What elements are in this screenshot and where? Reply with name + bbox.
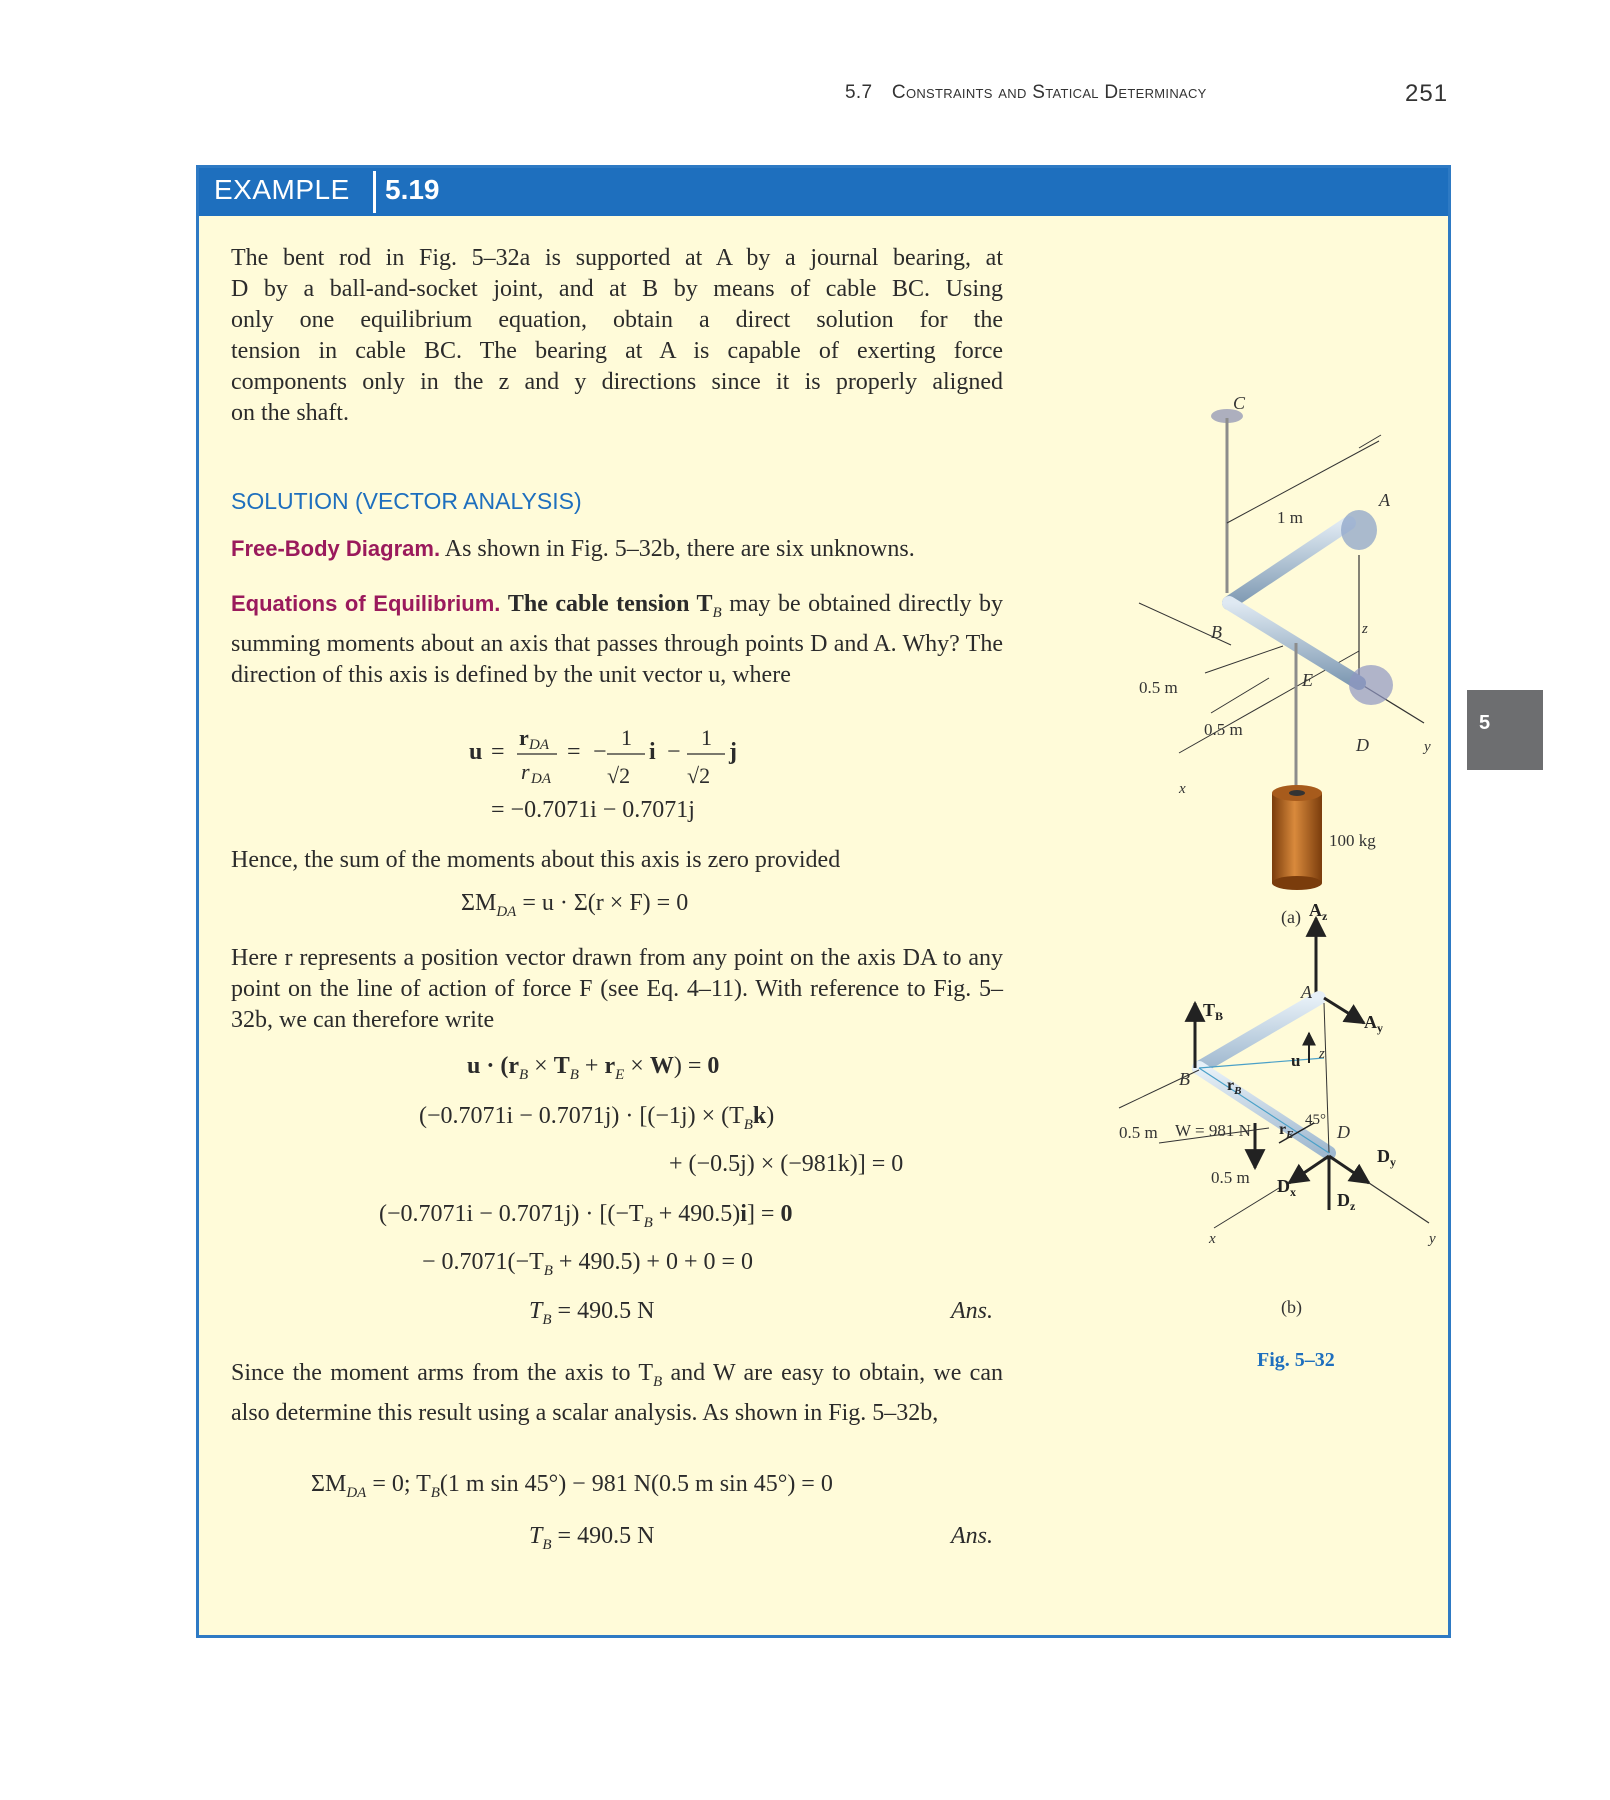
label-d: D: [1337, 1122, 1350, 1142]
fbd-text: As shown in Fig. 5–32b, there are six unknowns.: [444, 536, 915, 562]
result-1-t: T: [529, 1298, 543, 1324]
unit-vector-result: = −0.7071i − 0.7071j: [491, 797, 695, 823]
fbd-heading: Free-Body Diagram.: [231, 536, 441, 561]
svg-text:r: r: [521, 759, 530, 784]
label-half-m-2: 0.5 m: [1204, 720, 1243, 739]
scalar-paragraph: Since the moment arms from the axis to $T_B$ and W are easy to obtain, we can also determine this result using a scalar analysis. As shown in Fig. 5–32b,: [231, 1360, 1003, 1426]
eq-line-1: u · (r: [467, 1053, 519, 1079]
label-c: C: [1233, 393, 1246, 413]
label-1m: 1 m: [1277, 508, 1303, 527]
label-az: $A_z$: [1309, 900, 1328, 923]
eq-line-2-text: (−0.7071i − 0.7071j) · [(−1j) × (T: [419, 1103, 744, 1129]
section-title: Constraints and Statical Determinacy: [891, 82, 1207, 103]
problem-line-4: tension in cable BC. The bearing at A is capable of exerting force: [231, 338, 1003, 364]
figure-label: Fig. 5–32: [1257, 1349, 1335, 1371]
svg-text:r: r: [519, 725, 529, 750]
eq-line-4: $(-0.7071i - 0.7071j) \cdot [(-T_B + 490.5)i] = 0$: [379, 1201, 793, 1231]
ball-socket-d: [1349, 665, 1393, 705]
eq-text-rest: may be obtained directly by summing moments about an axis that passes through points D and A. Why? The direction of this axis is defined by the unit vector u, where: [231, 591, 1003, 688]
equilibrium-heading: Equations of Equilibrium.: [231, 591, 501, 616]
scalar-eq-sigma: ΣM: [311, 1471, 347, 1497]
label-u: u: [1291, 1051, 1301, 1070]
label-tb: $T_B$: [1203, 1000, 1224, 1023]
example-number: 5.19: [385, 174, 440, 205]
page-number: 251: [1405, 80, 1449, 107]
example-header: [199, 168, 1448, 216]
svg-text:DA: DA: [529, 737, 549, 753]
label-z: z: [1362, 621, 1368, 637]
figure-a-diagram: [1019, 273, 1449, 933]
label-a: A: [1379, 490, 1390, 510]
journal-bearing-a: [1341, 510, 1377, 550]
header-divider: [373, 171, 376, 213]
result-2: $T_B = 490.5$ N: [529, 1523, 655, 1553]
label-a: A: [1301, 982, 1312, 1002]
svg-text:=: =: [567, 739, 581, 765]
section-number: 5.7: [845, 82, 873, 103]
moment-eq-sigma: ΣM: [461, 890, 497, 916]
problem-line-3: only one equilibrium equation, obtain a direct solution for the: [231, 307, 1003, 333]
problem-line-5: components only in the z and y directions since it is properly aligned: [231, 369, 1003, 395]
scalar-text-1: Since the moment arms from the axis to T: [231, 1360, 653, 1386]
fbd-paragraph: [231, 533, 1003, 565]
svg-text:√2: √2: [687, 763, 711, 788]
label-re: $r_E$: [1279, 1121, 1294, 1141]
label-x: x: [1179, 781, 1186, 797]
problem-line-1: The bent rod in Fig. 5–32a is supported at A by a journal bearing, at: [231, 245, 1003, 271]
label-half-m-1: 0.5 m: [1139, 678, 1178, 697]
eq-line-3: + (−0.5j) × (−981k)] = 0: [669, 1151, 904, 1177]
label-angle: 45°: [1305, 1112, 1326, 1128]
eq-line-2: $(-0.7071i - 0.7071j) \cdot [(-1j) \times (T_Bk)$: [419, 1103, 775, 1133]
eq-line-5: − $0.7071(-T_B + 490.5) + 0 + 0 = 0$: [422, 1249, 754, 1279]
rod-segment-ba: [1229, 523, 1349, 603]
eq-text-tb: The cable tension T: [507, 591, 713, 617]
scalar-eq-mid: = 0; T: [366, 1471, 431, 1497]
equilibrium-paragraph: [231, 588, 1003, 691]
svg-text:1: 1: [701, 725, 712, 750]
example-box: [196, 165, 1451, 1638]
figure-b-free-body-diagram: [1019, 838, 1449, 1518]
eq-line-4-text: (−0.7071i − 0.7071j) · [(−T: [379, 1201, 644, 1227]
force-dx-arrow: [1289, 1156, 1329, 1183]
svg-text:−: −: [667, 739, 681, 765]
svg-text:1: 1: [621, 725, 632, 750]
label-rb: $r_B$: [1227, 1077, 1242, 1097]
result-1: $T_B = 490.5$ N: [529, 1298, 655, 1328]
problem-line-6: on the shaft.: [231, 400, 349, 426]
svg-text:−: −: [593, 739, 607, 765]
caption-a: (a): [1281, 907, 1301, 927]
label-b: B: [1179, 1069, 1190, 1089]
moment-eq-rest: = u · Σ(r × F) = 0: [516, 890, 689, 916]
answer-label-1: Ans.: [951, 1298, 993, 1324]
result-1-value: = 490.5 N: [551, 1298, 655, 1324]
force-dy-arrow: [1329, 1156, 1369, 1183]
moment-equation: [461, 890, 688, 921]
hence-text: Hence, the sum of the moments about this axis is zero provided: [231, 847, 841, 873]
scalar-text-2: and W are easy to obtain, we can also determine this result using a scalar analysis. As shown in Fig. 5–32b,: [231, 1360, 1003, 1426]
svg-text:DA: DA: [531, 771, 551, 787]
label-b: B: [1211, 622, 1222, 642]
moment-vector-equation: $u \cdot (r_B \times T_B + r_E \times W) = 0$: [467, 1053, 720, 1083]
label-z: z: [1319, 1046, 1325, 1062]
svg-text:=: =: [491, 739, 505, 765]
here-paragraph: Here r represents a position vector drawn from any point on the axis DA to any point on the line of action of force F (see Eq. 4–11). With reference to Fig. 5–32b, we can therefore write: [231, 945, 1003, 1033]
rod-segment-bd: [1229, 603, 1359, 683]
svg-text:j: j: [729, 739, 737, 765]
label-half-m-2: 0.5 m: [1211, 1168, 1250, 1187]
force-ay-arrow: [1324, 998, 1364, 1023]
label-y: y: [1424, 739, 1431, 755]
running-head: [845, 82, 1207, 104]
label-d: D: [1356, 735, 1369, 755]
chapter-tab: 5: [1467, 690, 1543, 770]
problem-line-2: D by a ball-and-socket joint, and at B by means of cable BC. Using: [231, 276, 1003, 302]
svg-text:i: i: [649, 739, 656, 765]
result-2-value: = 490.5 N: [551, 1523, 655, 1549]
label-dy: $D_y$: [1377, 1146, 1396, 1169]
moment-eq-sub: DA: [496, 903, 517, 920]
eq-text-tb-sub: B: [712, 604, 722, 621]
label-dx: $D_x$: [1277, 1176, 1296, 1199]
solution-heading: SOLUTION (VECTOR ANALYSIS): [231, 488, 582, 514]
label-dz: $D_z$: [1337, 1190, 1356, 1213]
caption-b: (b): [1281, 1297, 1302, 1317]
label-weight: W = 981 N: [1175, 1121, 1251, 1140]
label-ay: $A_y$: [1364, 1012, 1383, 1035]
svg-text:√2: √2: [607, 763, 631, 788]
label-x: x: [1209, 1231, 1216, 1247]
label-half-m-1: 0.5 m: [1119, 1123, 1158, 1142]
svg-text:u: u: [469, 739, 483, 765]
label-e: E: [1302, 670, 1313, 690]
eq-line-5-text: − 0.7071(−T: [422, 1249, 544, 1275]
scalar-eq-rest: (1 m sin 45°) − 981 N(0.5 m sin 45°) = 0: [439, 1471, 833, 1497]
example-label: EXAMPLE: [214, 174, 350, 205]
scalar-equation: $\Sigma M_{DA} = 0$; $T_B(1$ m sin 45°) − 981 N(0.5 m sin 45°) = 0: [311, 1471, 833, 1501]
label-mass: 100 kg: [1329, 831, 1376, 850]
answer-label-2: Ans.: [951, 1523, 993, 1549]
label-y: y: [1429, 1231, 1436, 1247]
